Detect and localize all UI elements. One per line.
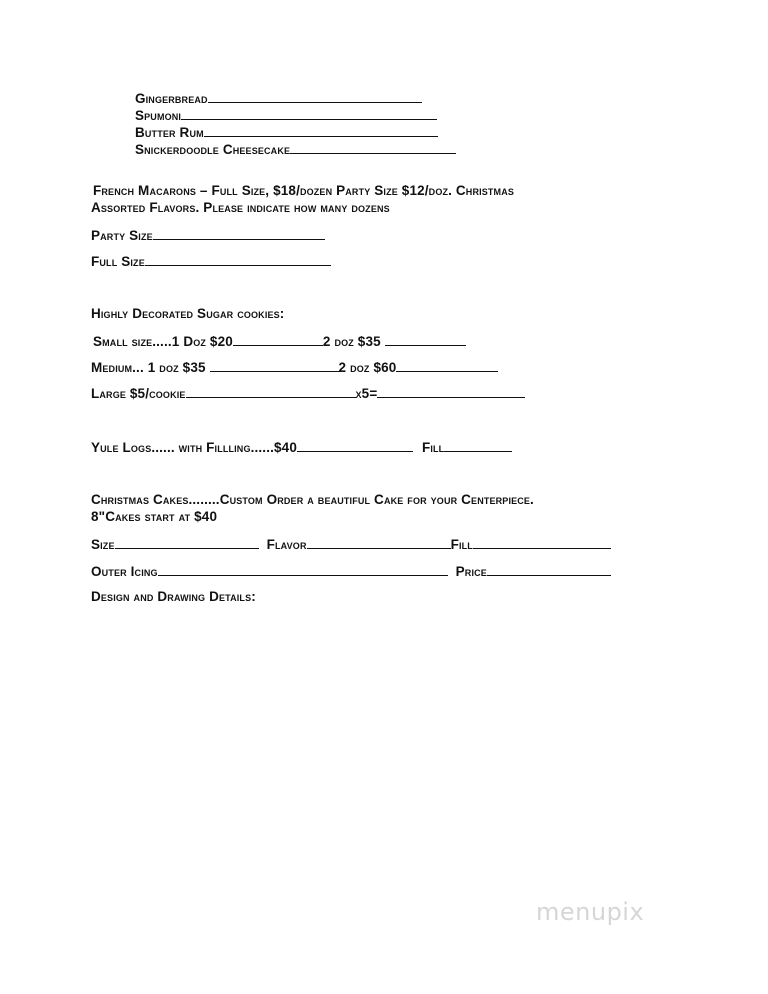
cake-size-label: Size <box>91 537 115 552</box>
full-size-blank[interactable] <box>145 253 331 266</box>
flavor-label: Gingerbread <box>135 91 208 106</box>
medium-size-row <box>91 359 498 375</box>
quantity-blank[interactable] <box>208 90 422 103</box>
small-1doz-blank[interactable] <box>233 333 323 346</box>
flavor-gingerbread <box>135 90 422 106</box>
medium-1doz-blank[interactable] <box>210 359 339 372</box>
design-details-label: Design and Drawing Details: <box>91 589 256 604</box>
outer-icing-blank[interactable] <box>158 563 448 576</box>
large-total-blank[interactable] <box>377 385 525 398</box>
flavor-label: Snickerdoodle Cheesecake <box>135 142 291 157</box>
cake-flavor-label: Flavor <box>266 537 307 552</box>
quantity-blank[interactable] <box>181 107 437 120</box>
flavor-snickerdoodle-cheesecake <box>135 141 456 157</box>
yule-fill-label: Fill <box>421 440 445 455</box>
medium-1doz-label: Medium... 1 doz $35 <box>91 360 206 375</box>
small-size-row <box>93 333 466 349</box>
cake-fill-label: Fill <box>450 537 473 552</box>
flavor-label: Butter Rum <box>135 125 204 140</box>
outer-icing-label: Outer Icing <box>91 564 158 579</box>
medium-2doz-label: 2 doz $60 <box>338 360 397 375</box>
party-size-blank[interactable] <box>153 227 325 240</box>
quantity-blank[interactable] <box>204 124 438 137</box>
large-label: Large $5/cookie <box>91 386 186 401</box>
full-size-row <box>91 253 331 269</box>
cake-icing-row <box>91 563 611 579</box>
cake-size-row <box>91 536 611 552</box>
small-2doz-label: 2 doz $35 <box>322 334 381 349</box>
macarons-instructions: Assorted Flavors. Please indicate how many dozens <box>91 200 390 215</box>
cake-size-blank[interactable] <box>115 536 259 549</box>
party-size-label: Party Size <box>91 228 153 243</box>
yule-fill-blank[interactable] <box>444 439 512 452</box>
cake-price-label: Price <box>455 564 487 579</box>
flavor-butter-rum <box>135 124 438 140</box>
full-size-label: Full Size <box>91 254 145 269</box>
flavor-spumoni <box>135 107 437 123</box>
small-1doz-label: Small size.....1 Doz $20 <box>93 334 233 349</box>
small-2doz-blank[interactable] <box>385 333 466 346</box>
cakes-description: Christmas Cakes........Custom Order a beautiful Cake for your Centerpiece. <box>91 492 534 507</box>
cakes-price-note: 8"Cakes start at $40 <box>91 509 218 524</box>
yule-logs-blank[interactable] <box>297 439 413 452</box>
menupix-watermark: menupix <box>536 898 645 926</box>
macarons-description: French Macarons – Full Size, $18/dozen Party Size $12/doz. Christmas <box>93 183 515 198</box>
cake-fill-blank[interactable] <box>473 536 611 549</box>
party-size-row <box>91 227 325 243</box>
cake-price-blank[interactable] <box>487 563 611 576</box>
yule-logs-row <box>91 439 512 455</box>
flavor-label: Spumoni <box>135 108 182 123</box>
yule-logs-label: Yule Logs...... with Fillling......$40 <box>91 440 297 455</box>
large-multiplier-label: x5= <box>355 386 378 401</box>
sugar-cookies-heading: Highly Decorated Sugar cookies: <box>91 306 285 321</box>
large-count-blank[interactable] <box>186 385 356 398</box>
cake-flavor-blank[interactable] <box>307 536 451 549</box>
quantity-blank[interactable] <box>290 141 456 154</box>
medium-2doz-blank[interactable] <box>396 359 498 372</box>
large-size-row <box>91 385 525 401</box>
